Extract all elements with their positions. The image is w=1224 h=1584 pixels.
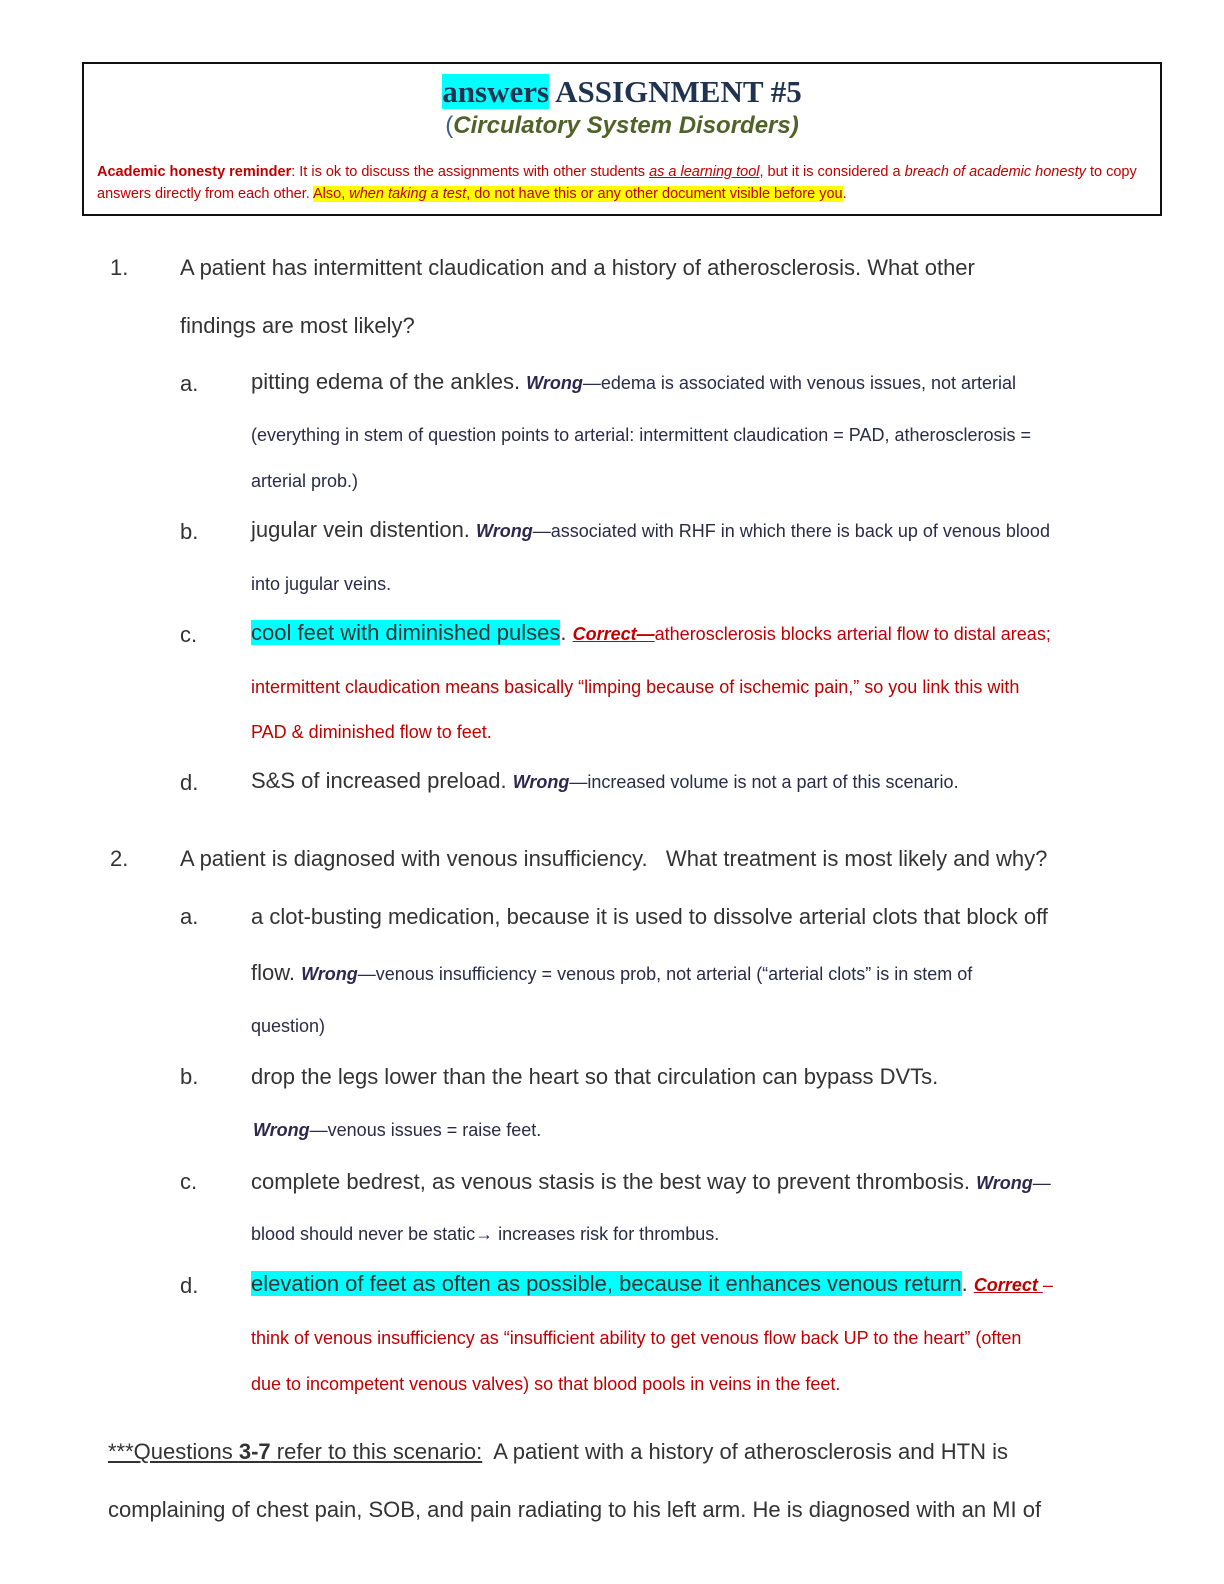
verdict-wrong: Wrong [512,772,570,792]
q2-a-explanation-2: question) [251,1016,326,1036]
question-2-number: 2. [110,846,129,871]
q1-option-a [251,369,1016,395]
dash: – [1042,1275,1053,1295]
assignment-subtitle [84,112,1160,140]
scenario-range: 3-7 [238,1439,271,1464]
reminder-breach: breach of academic honesty [904,164,1086,180]
option-text: pitting edema of the ankles. [251,369,527,394]
q2-option-b: drop the legs lower than the heart so that circulation can bypass DVTs. [251,1064,939,1089]
verdict-wrong: Wrong [253,1120,310,1140]
option-text-highlighted: elevation of feet as often as possible, because it enhances venous return [251,1271,962,1296]
scenario-line-2: complaining of chest pain, SOB, and pain radiating to his left arm. He is diagnosed with an MI of [108,1497,1042,1522]
q1-option-c [251,620,1051,646]
scenario-line-1 [108,1439,1008,1465]
verdict-correct: Correct— [572,624,655,644]
q2-option-b-letter: b. [180,1064,199,1089]
q2-d-explanation-1: think of venous insufficiency as “insufficient ability to get venous flow back UP to the heart” (often [251,1328,1022,1348]
reminder-part: Also, [313,186,350,202]
q2-option-a: a clot-busting medication, because it is used to dissolve arterial clots that block off [251,904,1048,929]
reminder-highlight [313,186,843,202]
honesty-reminder [97,161,1142,205]
q1-b-explanation-2: into jugular veins. [251,574,392,594]
subtitle-text: Circulatory System Disorders) [453,112,799,139]
header-box [82,62,1162,216]
q1-c-explanation-3: PAD & diminished flow to feet. [251,722,492,742]
q1-option-d-letter: d. [180,770,199,795]
q2-c-explanation: blood should never be static→ increases risk for thrombus. [251,1224,720,1244]
q2-option-a-2 [251,960,972,986]
question-1-text: A patient has intermittent claudication and a history of atherosclerosis. What other [180,255,975,280]
scenario-refer: refer to this scenario: [270,1439,483,1464]
explanation: —venous insufficiency = venous prob, not arterial (“arterial clots” is in stem of [357,964,973,984]
q1-option-b [251,517,1050,543]
explanation: —increased volume is not a part of this scenario. [569,772,959,792]
option-punct: . [560,620,573,645]
q2-option-c-letter: c. [180,1169,198,1194]
option-text-highlighted: cool feet with diminished pulses [251,620,561,645]
q1-option-d [251,768,959,794]
verdict-correct: Correct [973,1275,1043,1295]
reminder-label: Academic honesty reminder [97,164,292,180]
scenario-text: A patient with a history of atherosclerosis and HTN is [482,1439,1009,1464]
verdict-wrong: Wrong [301,964,358,984]
q1-c-explanation-2: intermittent claudication means basically “limping because of ischemic pain,” so you link this with [251,677,1020,697]
reminder-test: when taking a test [349,186,467,202]
explanation: —edema is associated with venous issues, not arterial [582,373,1017,393]
dash: — [1032,1173,1051,1193]
q2-option-d [251,1271,1053,1297]
reminder-part: , but it is considered a [759,164,905,180]
question-1-text-2: findings are most likely? [180,313,415,338]
option-text: complete bedrest, as venous stasis is the best way to prevent thrombosis. [251,1169,977,1194]
option-text: jugular vein distention. [251,517,477,542]
reminder-part: : It is ok to discuss the assignments with other students [291,164,650,180]
verdict-wrong: Wrong [476,521,533,541]
option-text: S&S of increased preload. [251,768,513,793]
question-2-text: A patient is diagnosed with venous insufficiency. What treatment is most likely and why? [180,846,1048,871]
reminder-end: . [842,186,847,202]
q2-option-c [251,1169,1051,1195]
reminder-part: to copy answers directly from each other. [97,164,1137,202]
title-highlight: answers [442,74,550,109]
subtitle-paren: ( [445,112,454,139]
q2-d-explanation-2: due to incompetent venous valves) so that blood pools in veins in the feet. [251,1374,841,1394]
explanation: —associated with RHF in which there is back up of venous blood [532,521,1050,541]
q2-option-d-letter: d. [180,1273,199,1298]
title-rest: ASSIGNMENT #5 [549,74,802,109]
q1-a-explanation-2: (everything in stem of question points to arterial: intermittent claudication = PAD, atherosclerosis = [251,425,1032,445]
reminder-learning-tool: as a learning tool [649,164,760,180]
q1-option-b-letter: b. [180,519,199,544]
q2-b-explanation [253,1120,541,1141]
option-punct: . [961,1271,974,1296]
q1-a-explanation-3: arterial prob.) [251,471,359,491]
scenario-lead: ***Questions [108,1439,239,1464]
assignment-title [84,74,1160,110]
q1-option-c-letter: c. [180,622,198,647]
explanation: —venous issues = raise feet. [309,1120,542,1140]
q2-option-a-letter: a. [180,904,199,929]
q1-option-a-letter: a. [180,371,199,396]
verdict-wrong: Wrong [976,1173,1033,1193]
option-text: flow. [251,960,302,985]
reminder-part: , do not have this or any other document visible before you [466,186,843,202]
question-1-number: 1. [110,255,129,280]
explanation: atherosclerosis blocks arterial flow to distal areas; [654,624,1051,644]
verdict-wrong: Wrong [526,373,583,393]
